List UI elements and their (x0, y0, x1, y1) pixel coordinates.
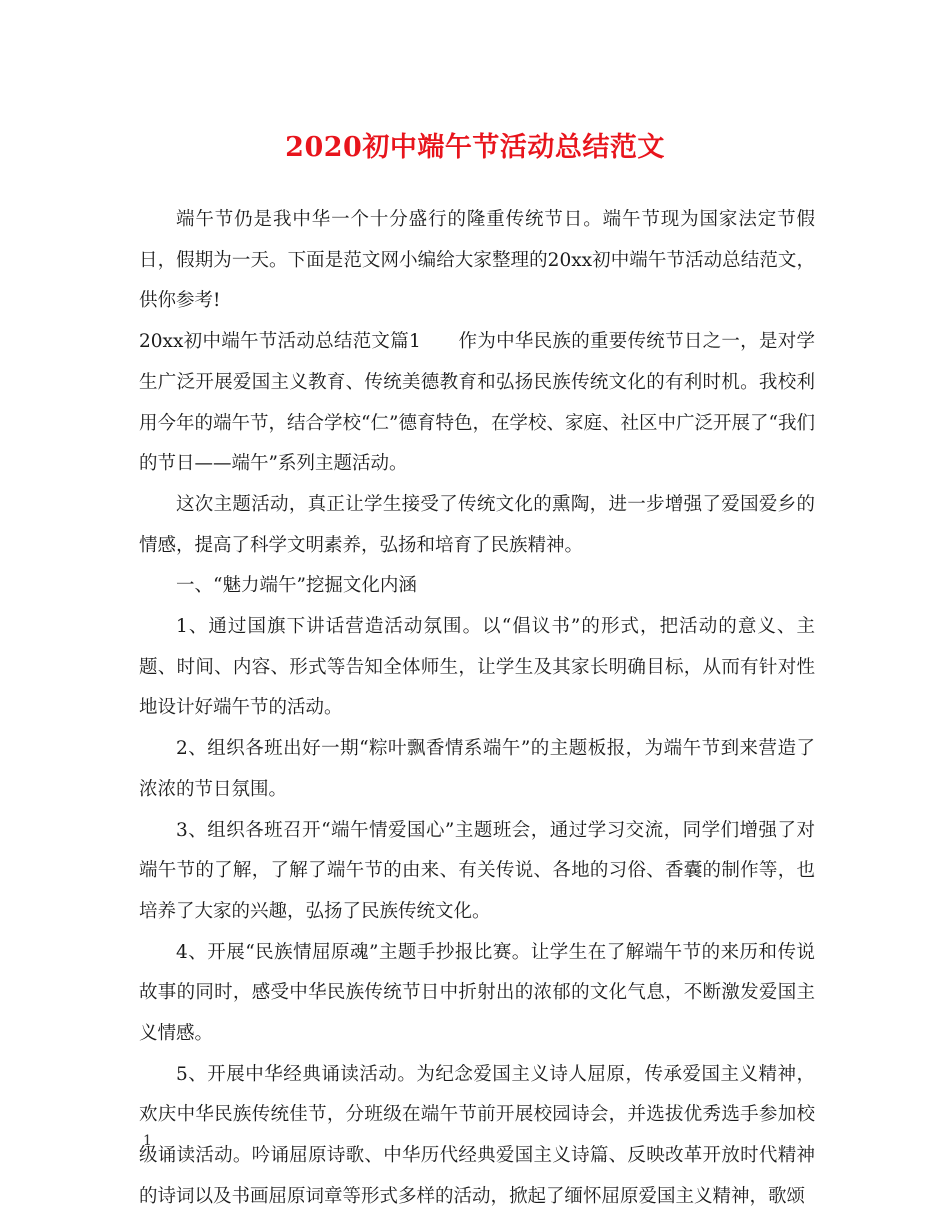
paragraph-article-1: 20xx初中端午节活动总结范文篇1 作为中华民族的重要传统节日之一，是对学生广泛开展爱国主义教育、传统美德教育和弘扬民族传统文化的有利时机。我校利用今年的端午节，结合学校“仁”德育特色，在学校、家庭、社区中广泛开展了“我们的节日——端午”系列主题活动。 (139, 331, 815, 475)
paragraph-intro: 端午节仍是我中华一个十分盛行的隆重传统节日。端午节现为国家法定节假日，假期为一天。下面是范文网小编给大家整理的20xx初中端午节活动总结范文，供你参考! (139, 209, 815, 312)
document-body (139, 200, 815, 1218)
paragraph-item-1: 1、通过国旗下讲话营造活动氛围。以“倡议书”的形式，把活动的意义、主题、时间、内容、形式等告知全体师生，让学生及其家长明确目标，从而有针对性地设计好端午节的活动。 (139, 616, 815, 719)
paragraph-item-2: 2、组织各班出好一期“粽叶飘香情系端午”的主题板报，为端午节到来营造了浓浓的节日氛围。 (139, 738, 815, 800)
paragraph-summary: 这次主题活动，真正让学生接受了传统文化的熏陶，进一步增强了爱国爱乡的情感，提高了科学文明素养，弘扬和培育了民族精神。 (139, 493, 815, 556)
page-number: 1 (143, 1133, 152, 1149)
paragraph-item-3: 3、组织各班召开“端午情爱国心”主题班会，通过学习交流，同学们增强了对端午节的了解，了解了端午节的由来、有关传说、各地的习俗、香囊的制作等，也培养了大家的兴趣，弘扬了民族传统文化。 (139, 819, 815, 922)
document-title: 2020初中端午节活动总结范文 (285, 132, 665, 163)
paragraph-item-4: 4、开展“民族情屈原魂”主题手抄报比赛。让学生在了解端午节的来历和传说故事的同时，感受中华民族传统节日中折射出的浓郁的文化气息，不断激发爱国主义情感。 (139, 941, 815, 1045)
paragraph-item-5: 5、开展中华经典诵读活动。为纪念爱国主义诗人屈原，传承爱国主义精神，欢庆中华民族传统佳节，分班级在端午节前开展校园诗会，并选拔优秀选手参加校级诵读活动。吟诵屈原诗歌、中华历代经典爱国主义诗篇、反映改革开放时代精神的诗词以及书画屈原词章等形式多样的活动，掀起了缅怀屈原爱国主义精神，歌颂 (139, 1063, 815, 1207)
section-heading-1: 一、“魅力端午”挖掘文化内涵 (176, 575, 417, 597)
